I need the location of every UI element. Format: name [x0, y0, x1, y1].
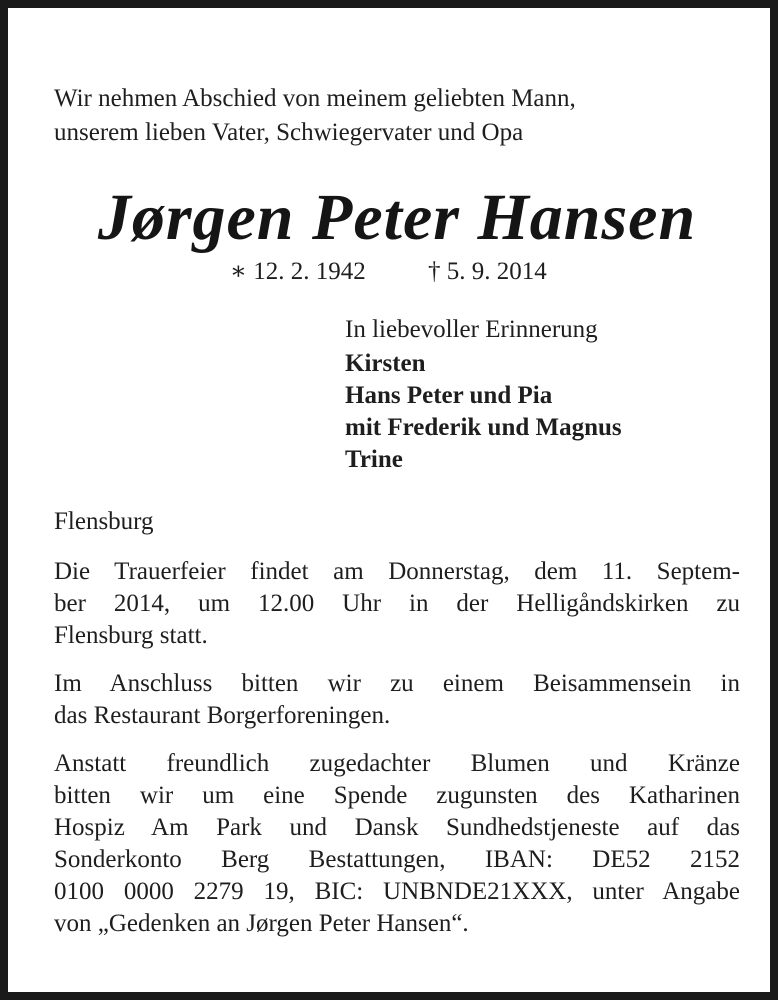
intro-line-2: unserem lieben Vater, Schwiegervater und Opa	[54, 119, 524, 146]
donation-line: von „Gedenken an Jørgen Peter Hansen“.	[54, 910, 469, 937]
birth-date-value: 12. 2. 1942	[253, 258, 366, 285]
mourner-name: mit Frederik und Magnus	[345, 414, 622, 441]
death-symbol: †	[428, 258, 441, 285]
death-date-value: 5. 9. 2014	[446, 258, 547, 285]
mourner-name: Kirsten	[345, 350, 426, 377]
donation-line: Hospiz Am Park und Dansk Sundhedstjeneste auf das	[54, 814, 740, 841]
memory-heading: In liebevoller Erinnerung	[345, 316, 598, 343]
ceremony-paragraph	[54, 556, 740, 652]
place	[54, 506, 740, 538]
donation-paragraph	[54, 748, 740, 940]
gathering-line: das Restaurant Borgerforeningen.	[54, 702, 391, 729]
donation-line: Sonderkonto Berg Bestattungen, IBAN: DE52 2152	[54, 846, 740, 873]
ceremony-line: ber 2014, um 12.00 Uhr in der Helligåndskirken zu	[54, 590, 740, 617]
birth-symbol: ∗	[230, 258, 247, 285]
mourner-name: Trine	[345, 446, 403, 473]
donation-line: bitten wir um eine Spende zugunsten des Katharinen	[54, 782, 740, 809]
death-date	[428, 256, 547, 288]
birth-date	[230, 256, 366, 288]
gathering-line: Im Anschluss bitten wir zu einem Beisammensein in	[54, 670, 740, 697]
ceremony-line: Flensburg statt.	[54, 622, 208, 649]
deceased-name: Jørgen Peter Hansen	[97, 181, 697, 254]
mourner-name: Hans Peter und Pia	[345, 382, 553, 409]
donation-line: Anstatt freundlich zugedachter Blumen und Kränze	[54, 750, 740, 777]
intro-line-1: Wir nehmen Abschied von meinem geliebten Mann,	[54, 85, 576, 112]
donation-line: 0100 0000 2279 19, BIC: UNBNDE21XXX, unter Angabe	[54, 878, 740, 905]
ceremony-line: Die Trauerfeier findet am Donnerstag, dem 11. Septem-	[54, 558, 740, 585]
place-text: Flensburg	[54, 508, 154, 535]
gathering-paragraph	[54, 668, 740, 732]
